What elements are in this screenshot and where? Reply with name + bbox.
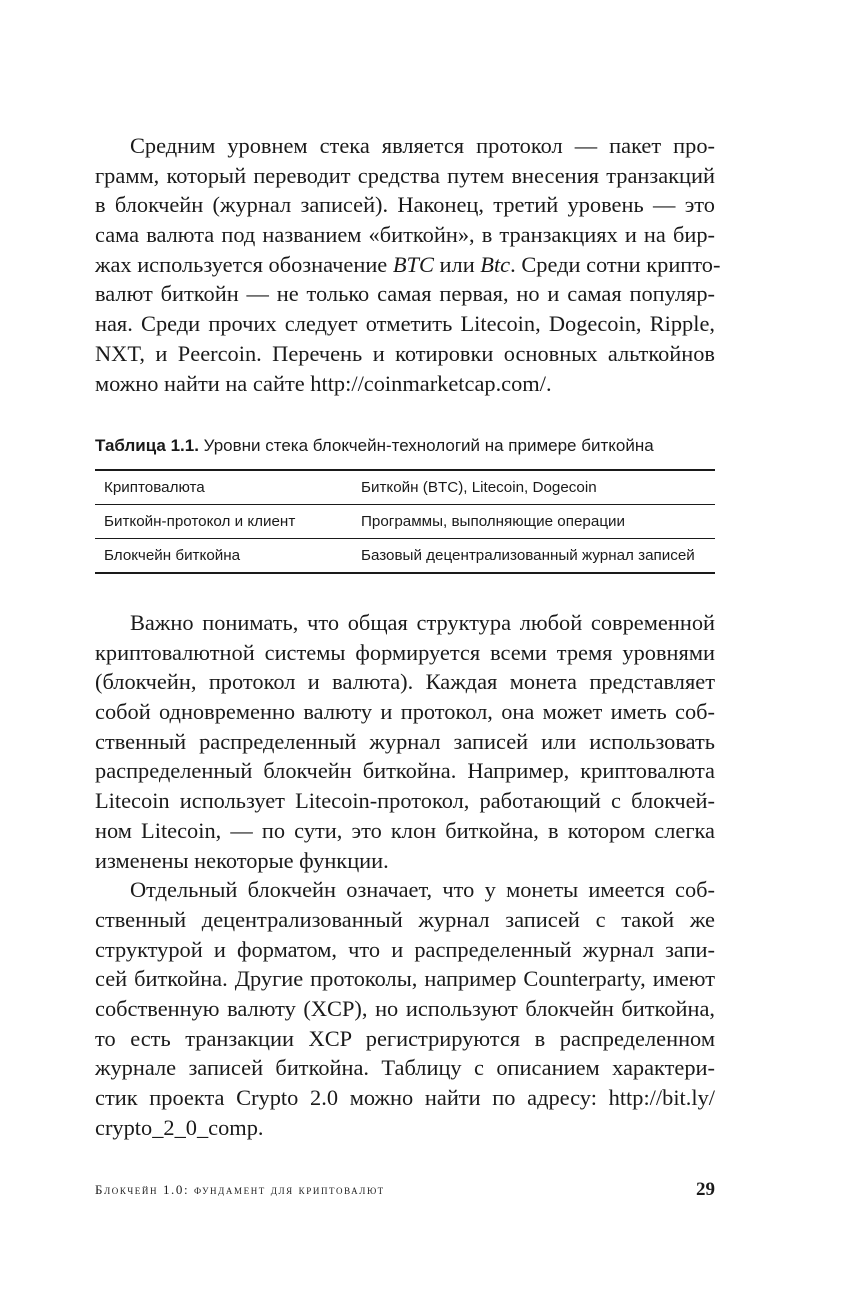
running-title: Блокчейн 1.0: фундамент для криптовалют <box>95 1182 385 1197</box>
text-line: изменены некоторые функции. <box>95 847 389 873</box>
text-line: ственный децентрализованный журнал записей с такой же <box>95 906 715 932</box>
paragraph-3 <box>95 875 715 1142</box>
table-row <box>95 539 715 574</box>
text-line: собой одновременно валюту и протокол, она может иметь соб- <box>95 699 715 725</box>
table-cell: Биткойн-протокол и клиент <box>95 505 352 539</box>
text-line: можно найти на сайте http://coinmarketcap.com/. <box>95 370 552 396</box>
table-cell: Блокчейн биткойна <box>95 539 352 574</box>
paragraph-2 <box>95 608 715 875</box>
text-line: сей биткойна. Другие протоколы, например Counterparty, имеют <box>95 966 715 992</box>
body-text-2 <box>95 608 715 1142</box>
table-row <box>95 470 715 505</box>
text-line: структурой и форматом, что и распределенный журнал запи- <box>95 936 715 962</box>
text-line: собственную валюту (XCP), но используют блокчейн биткойна, <box>95 995 715 1021</box>
text-line: Litecoin использует Litecoin-протокол, работающий с блокчей- <box>95 788 715 814</box>
text-line: ная. Среди прочих следует отметить Litecoin, Dogecoin, Ripple, <box>95 311 715 337</box>
btc-italic: BTC <box>392 251 434 277</box>
stack-levels-table <box>95 469 715 574</box>
text-line: то есть транзакции XCP регистрируются в распределенном <box>95 1025 715 1051</box>
text-line: в блокчейн (журнал записей). Наконец, третий уровень — это <box>95 192 715 218</box>
table-cell: Программы, выполняющие операции <box>352 505 715 539</box>
text-line: сама валюта под названием «биткойн», в транзакциях и на бир- <box>95 222 715 248</box>
text-line: Отдельный блокчейн означает, что у монеты имеется соб- <box>130 877 715 903</box>
table-caption-text: Уровни стека блокчейн-технологий на примере биткойна <box>198 436 654 455</box>
text-line: жах используется обозначение BTC или Btc. Среди сотни крипто- <box>95 251 721 277</box>
text-line: грамм, который переводит средства путем внесения транзакций <box>95 162 715 188</box>
text-line: криптовалютной системы формируется всеми тремя уровнями <box>95 639 715 665</box>
text-line: Важно понимать, что общая структура любой современной <box>130 610 715 635</box>
table-row <box>95 505 715 539</box>
text-line: NXT, и Peercoin. Перечень и котировки основных альткойнов <box>95 340 715 366</box>
text-line: crypto_2_0_comp. <box>95 1114 264 1140</box>
text-line: (блокчейн, протокол и валюта). Каждая монета представляет <box>95 669 715 695</box>
paragraph-1 <box>95 131 721 398</box>
table-cell: Базовый децентрализованный журнал записей <box>352 539 715 574</box>
text-line: Средним уровнем стека является протокол — пакет про- <box>130 133 715 158</box>
table-cell: Криптовалюта <box>104 479 205 496</box>
page-footer <box>95 1179 715 1203</box>
text-line: распределенный блокчейн биткойна. Например, криптовалюта <box>95 758 715 784</box>
page-number: 29 <box>696 1179 715 1200</box>
text-line: валют биткойн — не только самая первая, но и самая популяр- <box>95 281 715 307</box>
text-line: журнале записей биткойна. Таблицу с описанием характери- <box>95 1055 715 1081</box>
table-cell: Биткойн (BTC), Litecoin, Dogecoin <box>361 479 597 496</box>
text-line: стик проекта Crypto 2.0 можно найти по адресу: http://bit.ly/ <box>95 1085 715 1110</box>
table-caption-label: Таблица 1.1. <box>95 436 199 455</box>
btc-lower-italic: Btc <box>480 251 511 277</box>
text-line: ственный распределенный журнал записей или использовать <box>95 728 715 754</box>
text-line: ном Litecoin, — по сути, это клон биткойна, в котором слегка <box>95 817 715 843</box>
table-caption <box>95 434 715 458</box>
